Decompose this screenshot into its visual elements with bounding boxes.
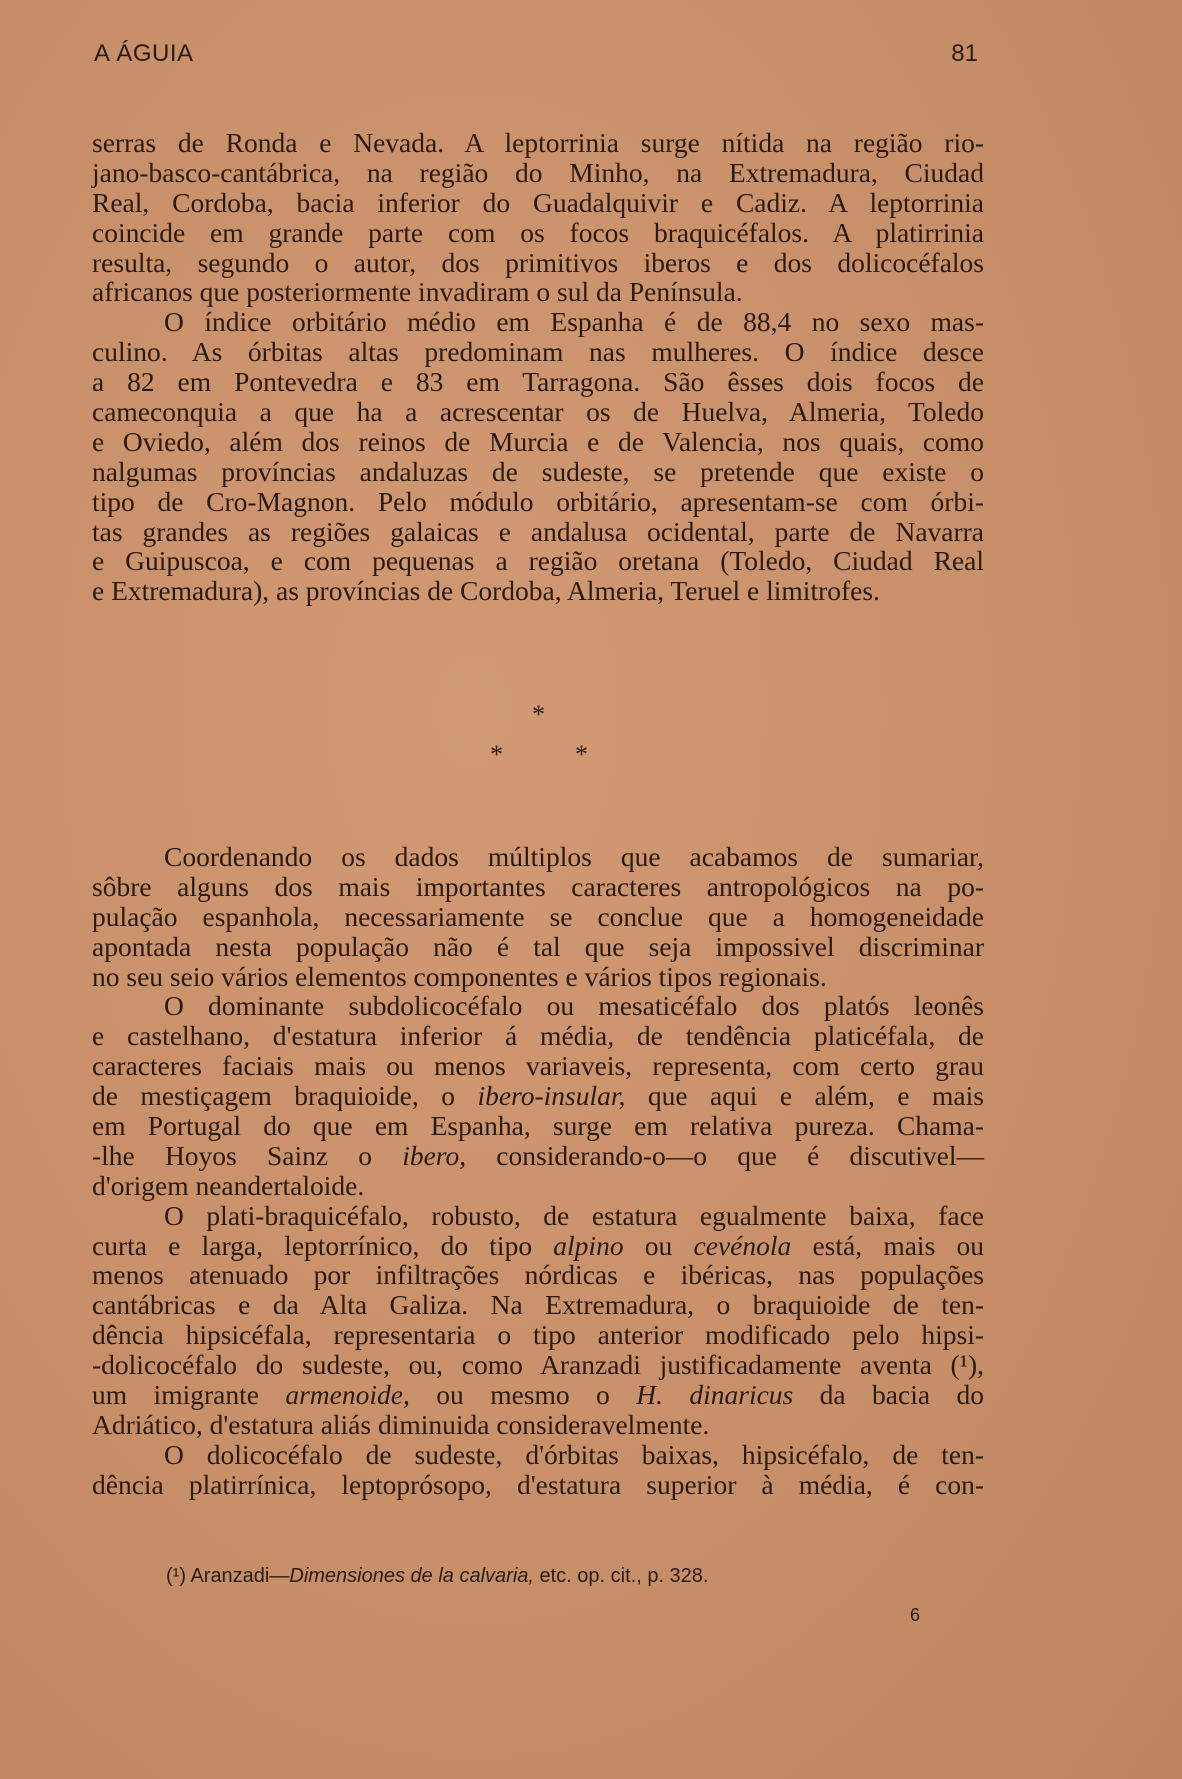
text-line: O plati-braquicéfalo, robusto, de estatura egualmente baixa, face [164,1199,984,1231]
text-line: africanos que posteriormente invadiram o sul da Península. [92,276,743,308]
text-line: no seu seio vários elementos componentes e vários tipos regionais. [92,960,827,992]
text-line: dência hipsicéfala, representaria o tipo anterior modificado pelo hipsi- [92,1319,984,1351]
text-line: O dolicocéfalo de sudeste, d'órbitas baixas, hipsicéfalo, de ten- [164,1438,984,1470]
text-line: O dominante subdolicocéfalo ou mesaticéfalo dos platós leonês [164,990,984,1022]
text-line: e castelhano, d'estatura inferior á média, de tendência platicéfala, de [92,1020,984,1052]
text-run: ou [623,1229,694,1261]
footnote-title: Dimensiones de la calvaria, [289,1565,534,1587]
text-line: tas grandes as regiões galaicas e andalusa ocidental, parte de Navarra [92,515,984,547]
text-line: apontada nesta população não é tal que seja impossivel discriminar [92,930,984,962]
italic-term: ibero-insular, [477,1080,626,1112]
text-line: -dolicocéfalo do sudeste, ou, como Aranzadi justificadamente aventa (¹), [92,1349,984,1381]
text-line: e Extremadura), as províncias de Cordoba, Almeria, Teruel e limitrofes. [92,575,880,607]
text-line: pulação espanhola, necessariamente se conclue que a homogeneidade [92,900,984,932]
text-line: e Oviedo, além dos reinos de Murcia e de Valencia, nos quais, como [92,425,984,457]
text-line: caracteres faciais mais ou menos variaveis, representa, com certo grau [92,1050,984,1082]
footnote-author: Aranzadi— [185,1565,290,1587]
text-line: dência platirrínica, leptoprósopo, d'estatura superior à média, é con- [92,1468,984,1500]
asterisk-left: * [490,740,503,769]
text-line: e Guipuscoa, e com pequenas a região oretana (Toledo, Ciudad Real [92,545,984,577]
footnote [166,1565,708,1588]
paragraph-coordenando [92,842,984,1500]
text-run: curta e larga, leptorrínico, do tipo [92,1229,554,1261]
paragraph-leptorrinia [92,128,984,606]
page-number: 81 [951,40,978,67]
signature-mark: 6 [910,1605,921,1625]
asterisk-top: * [532,700,545,729]
text-run: um imigrante [92,1379,286,1411]
italic-term: armenoide, [285,1379,410,1411]
section-break-asterism [0,700,1182,770]
text-line: resulta, segundo o autor, dos primitivos iberos e dos dolicocéfalos [92,246,984,278]
text-line [92,1081,984,1111]
footnote-marker: (¹) [166,1565,186,1587]
page-header [94,40,978,80]
text-line: nalgumas províncias andaluzas de sudeste, se pretende que existe o [92,455,984,487]
text-run: da bacia do [793,1379,984,1411]
text-line: d'origem neandertaloide. [92,1169,365,1201]
text-run: ou mesmo o [409,1379,637,1411]
text-line: Adriático, d'estatura aliás diminuida consideravelmente. [92,1408,710,1440]
italic-term: alpino [553,1229,624,1261]
text-line: menos atenuado por infiltrações nórdicas e ibéricas, nas populações [92,1259,984,1291]
text-line: coincide em grande parte com os focos braquicéfalos. A platirrinia [92,216,984,248]
text-line: sôbre alguns dos mais importantes caracteres antropológicos na po- [92,870,984,902]
text-line [92,1141,984,1171]
running-title: A ÁGUIA [94,40,194,67]
text-line [92,1380,984,1410]
text-run: que aqui e além, e mais [625,1080,984,1112]
text-run: está, mais ou [791,1229,984,1261]
text-line: em Portugal do que em Espanha, surge em relativa pureza. Chama- [92,1110,984,1142]
text-line: tipo de Cro-Magnon. Pelo módulo orbitário, apresentam-se com órbi- [92,485,984,517]
text-line: serras de Ronda e Nevada. A leptorrinia surge nítida na região rio- [92,127,984,158]
text-line: Coordenando os dados múltiplos que acabamos de sumariar, [164,841,984,872]
text-line: cantábricas e da Alta Galiza. Na Extremadura, o braquioide de ten- [92,1289,984,1321]
italic-term: cevénola [693,1229,792,1261]
footnote-reference: etc. op. cit., p. 328. [533,1565,709,1587]
asterisk-right: * [575,740,588,769]
text-line: cameconquia a que ha a acrescentar os de Huelva, Almeria, Toledo [92,396,984,428]
text-run: -lhe Hoyos Sainz o [92,1139,403,1171]
text-line: O índice orbitário médio em Espanha é de 88,4 no sexo mas- [164,306,984,338]
text-line: culino. As órbitas altas predominam nas mulheres. O índice desce [92,336,984,368]
text-run: considerando-o—o que é discutivel— [466,1139,984,1171]
italic-term: ibero, [402,1139,467,1171]
text-line [92,1231,984,1261]
text-line: jano-basco-cantábrica, na região do Minho, na Extremadura, Ciudad [92,156,984,188]
text-line: Real, Cordoba, bacia inferior do Guadalquivir e Cadiz. A leptorrinia [92,186,984,218]
italic-term: H. dinaricus [636,1379,794,1411]
text-line: a 82 em Pontevedra e 83 em Tarragona. São êsses dois focos de [92,366,984,398]
text-run: de mestiçagem braquioide, o [92,1080,478,1112]
